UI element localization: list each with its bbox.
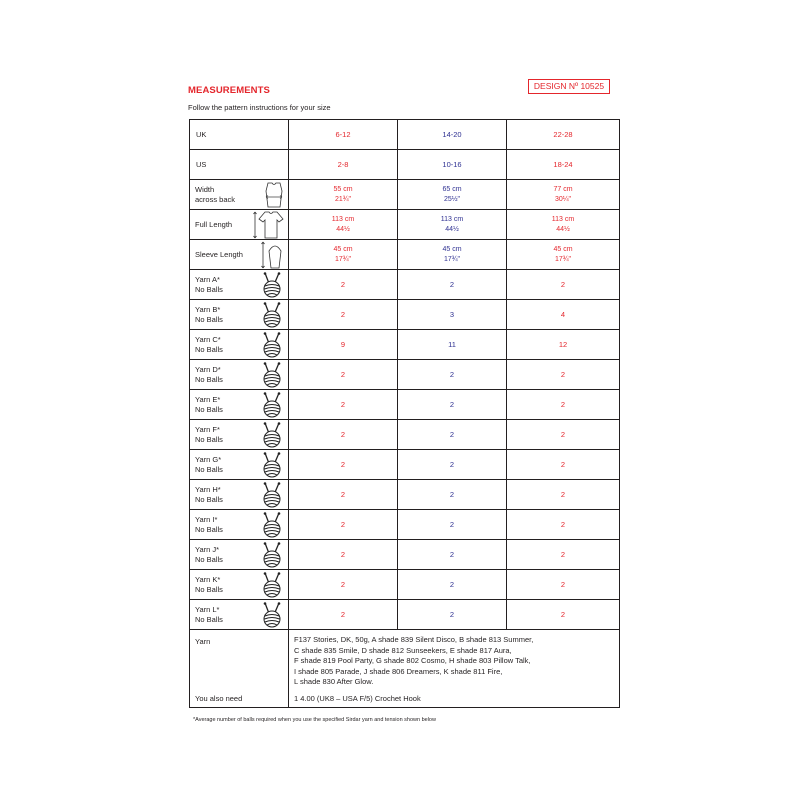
width-label-cell: [190, 180, 289, 210]
yarn-balls-size-3: 2: [507, 510, 620, 540]
yarn-balls-size-3: 2: [507, 360, 620, 390]
also-need-value: 1 4.00 (UK8 – USA F/5) Crochet Hook: [294, 694, 421, 703]
footnote: *Average number of balls required when you use the specified Sirdar yarn and tension shown below: [193, 717, 436, 723]
yarn-name: Yarn B*: [195, 304, 221, 314]
yarn-balls-size-1: 2: [289, 360, 398, 390]
yarn-balls-label: No Balls: [195, 374, 223, 384]
yarn-ball-needles-icon: [260, 362, 284, 388]
yarn-name: Yarn G*: [195, 454, 222, 464]
yarn-balls-label: No Balls: [195, 404, 223, 414]
yarn-row: [190, 540, 620, 570]
yarn-balls-size-3: 2: [507, 450, 620, 480]
yarn-info-cell: [289, 630, 620, 708]
instruction-text: Follow the pattern instructions for your size: [188, 103, 331, 112]
yarn-balls-label: No Balls: [195, 314, 223, 324]
yarn-line-2: C shade 835 Smile, D shade 812 Sunseekers, E shade 817 Aura,: [294, 645, 512, 655]
yarn-balls-label: No Balls: [195, 464, 223, 474]
yarn-balls-size-3: 2: [507, 390, 620, 420]
yarn-balls-size-1: 2: [289, 300, 398, 330]
yarn-ball-needles-icon: [260, 512, 284, 538]
yarn-balls-size-2: 2: [398, 390, 507, 420]
yarn-balls-label: No Balls: [195, 524, 223, 534]
yarn-label-cell: [190, 510, 289, 540]
yarn-name: Yarn H*: [195, 484, 221, 494]
yarn-ball-needles-icon: [260, 602, 284, 628]
yarn-balls-size-2: 2: [398, 360, 507, 390]
length-size-3: 113 cm 44½: [507, 210, 620, 240]
yarn-balls-size-3: 2: [507, 270, 620, 300]
yarn-name: Yarn D*: [195, 364, 221, 374]
width-size-2: 65 cm 25½": [398, 180, 507, 210]
yarn-label-cell: [190, 330, 289, 360]
length-size-2: 113 cm 44½: [398, 210, 507, 240]
yarn-balls-size-1: 2: [289, 510, 398, 540]
yarn-row: [190, 510, 620, 540]
us-label: US: [190, 150, 289, 180]
yarn-ball-needles-icon: [260, 422, 284, 448]
yarn-label-cell: [190, 420, 289, 450]
yarn-row: [190, 420, 620, 450]
sleeve-label: Sleeve Length: [195, 249, 243, 259]
yarn-name: Yarn A*: [195, 274, 220, 284]
yarn-label-cell: [190, 360, 289, 390]
sleeve-icon: [259, 241, 285, 269]
yarn-ball-needles-icon: [260, 332, 284, 358]
yarn-balls-size-3: 4: [507, 300, 620, 330]
yarn-label-cell: [190, 480, 289, 510]
yarn-balls-size-1: 2: [289, 480, 398, 510]
yarn-label-cell: [190, 570, 289, 600]
yarn-balls-size-2: 11: [398, 330, 507, 360]
yarn-balls-size-2: 2: [398, 450, 507, 480]
yarn-row: [190, 270, 620, 300]
yarn-ball-needles-icon: [260, 452, 284, 478]
sleeve-label-cell: [190, 240, 289, 270]
yarn-label-cell: [190, 540, 289, 570]
yarn-balls-size-3: 2: [507, 420, 620, 450]
yarn-balls-label: No Balls: [195, 614, 223, 624]
yarn-label-cell: [190, 270, 289, 300]
uk-size-2: 14-20: [398, 120, 507, 150]
yarn-balls-size-1: 2: [289, 420, 398, 450]
width-size-3: 77 cm 30¼": [507, 180, 620, 210]
yarn-row: [190, 450, 620, 480]
us-size-2: 10-16: [398, 150, 507, 180]
yarn-ball-needles-icon: [260, 302, 284, 328]
yarn-line-1: F137 Stories, DK, 50g, A shade 839 Silent Disco, B shade 813 Summer,: [294, 635, 534, 644]
yarn-balls-size-3: 2: [507, 480, 620, 510]
sleeve-size-3: 45 cm 17¾": [507, 240, 620, 270]
yarn-balls-size-2: 2: [398, 270, 507, 300]
yarn-row: [190, 390, 620, 420]
yarn-row: [190, 330, 620, 360]
yarn-balls-label: No Balls: [195, 494, 223, 504]
yarn-balls-label: No Balls: [195, 344, 223, 354]
yarn-name: Yarn L*: [195, 604, 220, 614]
yarn-label-cell: [190, 390, 289, 420]
yarn-balls-size-2: 2: [398, 510, 507, 540]
width-label-sub: across back: [195, 194, 236, 204]
also-need-label: You also need: [195, 694, 243, 703]
yarn-ball-needles-icon: [260, 542, 284, 568]
yarn-name: Yarn E*: [195, 394, 221, 404]
yarn-label-cell: [190, 300, 289, 330]
yarn-info-label: Yarn: [195, 637, 211, 646]
yarn-row: [190, 300, 620, 330]
length-label-cell: [190, 210, 289, 240]
yarn-balls-label: No Balls: [195, 554, 223, 564]
yarn-info-label-cell: [190, 630, 289, 708]
yarn-balls-size-3: 2: [507, 540, 620, 570]
us-size-3: 18-24: [507, 150, 620, 180]
yarn-line-3: F shade 819 Pool Party, G shade 802 Cosmo, H shade 803 Pillow Talk,: [294, 656, 531, 665]
yarn-balls-size-1: 2: [289, 540, 398, 570]
design-number-badge: DESIGN Nº 10525: [528, 79, 610, 94]
uk-size-3: 22-28: [507, 120, 620, 150]
yarn-row: [190, 360, 620, 390]
yarn-balls-size-1: 9: [289, 330, 398, 360]
yarn-line-5: L shade 830 After Glow.: [294, 677, 374, 686]
yarn-row: [190, 480, 620, 510]
us-size-1: 2-8: [289, 150, 398, 180]
yarn-row: [190, 570, 620, 600]
sleeve-size-1: 45 cm 17¾": [289, 240, 398, 270]
yarn-line-4: I shade 805 Parade, J shade 806 Dreamers, K shade 811 Fire,: [294, 666, 503, 676]
yarn-balls-size-3: 12: [507, 330, 620, 360]
uk-label: UK: [190, 120, 289, 150]
garment-back-icon: [263, 181, 285, 209]
garment-length-icon: [251, 211, 285, 239]
yarn-balls-size-1: 2: [289, 570, 398, 600]
yarn-name: Yarn I*: [195, 514, 218, 524]
yarn-label-cell: [190, 450, 289, 480]
uk-size-1: 6-12: [289, 120, 398, 150]
yarn-name: Yarn J*: [195, 544, 220, 554]
sleeve-size-2: 45 cm 17¾": [398, 240, 507, 270]
yarn-balls-size-1: 2: [289, 450, 398, 480]
yarn-balls-size-1: 2: [289, 390, 398, 420]
width-size-1: 55 cm 21¾": [289, 180, 398, 210]
yarn-row: [190, 600, 620, 630]
yarn-balls-size-2: 2: [398, 570, 507, 600]
yarn-balls-size-3: 2: [507, 570, 620, 600]
yarn-name: Yarn C*: [195, 334, 221, 344]
yarn-ball-needles-icon: [260, 392, 284, 418]
yarn-balls-label: No Balls: [195, 434, 223, 444]
page-title: MEASUREMENTS: [188, 85, 270, 96]
yarn-balls-size-2: 2: [398, 600, 507, 630]
width-label: Width: [195, 184, 215, 194]
yarn-balls-label: No Balls: [195, 584, 223, 594]
yarn-balls-size-2: 2: [398, 480, 507, 510]
yarn-balls-size-1: 2: [289, 270, 398, 300]
length-label: Full Length: [195, 219, 233, 229]
yarn-ball-needles-icon: [260, 482, 284, 508]
yarn-ball-needles-icon: [260, 272, 284, 298]
yarn-name: Yarn F*: [195, 424, 220, 434]
yarn-label-cell: [190, 600, 289, 630]
yarn-name: Yarn K*: [195, 574, 221, 584]
yarn-balls-size-2: 2: [398, 420, 507, 450]
yarn-balls-size-2: 3: [398, 300, 507, 330]
yarn-balls-size-3: 2: [507, 600, 620, 630]
measurements-table: [189, 119, 620, 708]
yarn-ball-needles-icon: [260, 572, 284, 598]
yarn-balls-size-1: 2: [289, 600, 398, 630]
length-size-1: 113 cm 44½: [289, 210, 398, 240]
yarn-balls-label: No Balls: [195, 284, 223, 294]
yarn-balls-size-2: 2: [398, 540, 507, 570]
